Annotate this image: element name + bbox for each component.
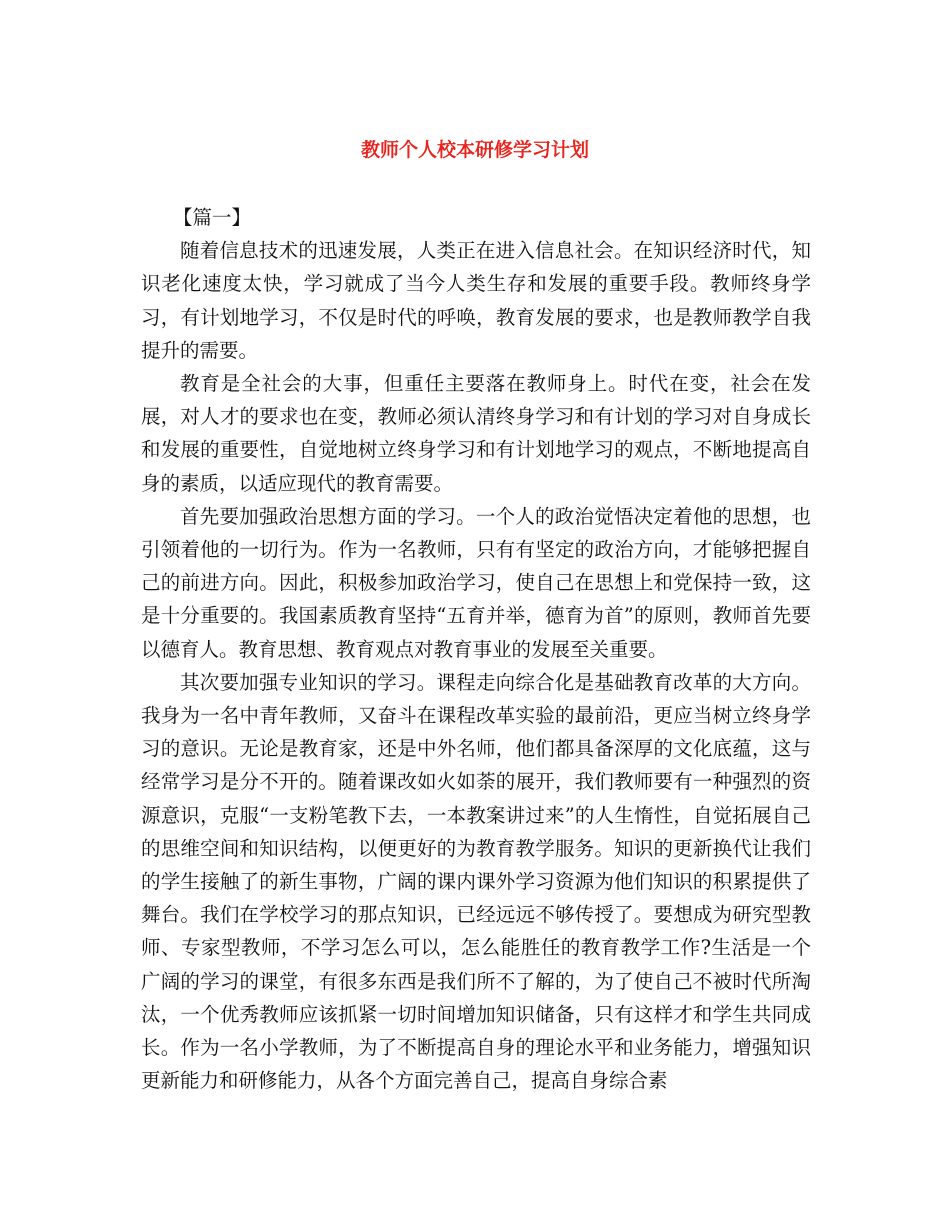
paragraph-4: 其次要加强专业知识的学习。课程走向综合化是基础教育改革的大方向。我身为一名中青年教师，又奋斗在课程改革实验的最前沿，更应当树立终身学习的意识。无论是教育家，还是中外名师，他们都具备深厚的文化底蕴，这与经常学习是分不开的。随着课改如火如荼的展开，我们教师要有一种强烈的资源意识，克服“一支粉笔教下去，一本教案讲过来”的人生惰性，自觉拓展自己的思维空间和知识结构，以便更好的为教育教学服务。知识的更新换代让我们的学生接触了的新生事物，广阔的课内课外学习资源为他们知识的积累提供了舞台。我们在学校学习的那点知识，已经远远不够传授了。要想成为研究型教师、专家型教师，不学习怎么可以，怎么能胜任的教育教学工作?生活是一个广阔的学习的课堂，有很多东西是我们所不了解的，为了使自己不被时代所淘汰，一个优秀教师应该抓紧一切时间增加知识储备，只有这样才和学生共同成长。作为一名小学教师，为了不断提高自身的理论水平和业务能力，增强知识更新能力和研修能力，从各个方面完善自己，提高自身综合素 [141,670,811,1093]
paragraph-2: 教育是全社会的大事，但重任主要落在教师身上。时代在变，社会在发展，对人才的要求也在变，教师必须认清终身学习和有计划的学习对自身成长和发展的重要性，自觉地树立终身学习和有计划地学习的观点，不断地提高自身的素质，以适应现代的教育需要。 [141,372,811,495]
paragraph-1: 随着信息技术的迅速发展，人类正在进入信息社会。在知识经济时代，知识老化速度太快，学习就成了当今人类生存和发展的重要手段。教师终身学习，有计划地学习，不仅是时代的呼唤，教育发展的要求，也是教师教学自我提升的需要。 [141,239,811,362]
section-label: 【篇一】 [173,206,252,229]
document-body [141,201,811,1097]
document-title: 教师个人校本研修学习计划 [360,139,589,161]
paragraph-3: 首先要加强政治思想方面的学习。一个人的政治觉悟决定着他的思想，也引领着他的一切行为。作为一名教师，只有有坚定的政治方向，才能够把握自己的前进方向。因此，积极参加政治学习，使自己在思想上和党保持一致，这是十分重要的。我国素质教育坚持“五育并举，德育为首”的原则，教师首先要以德育人。教育思想、教育观点对教育事业的发展至关重要。 [141,504,811,661]
